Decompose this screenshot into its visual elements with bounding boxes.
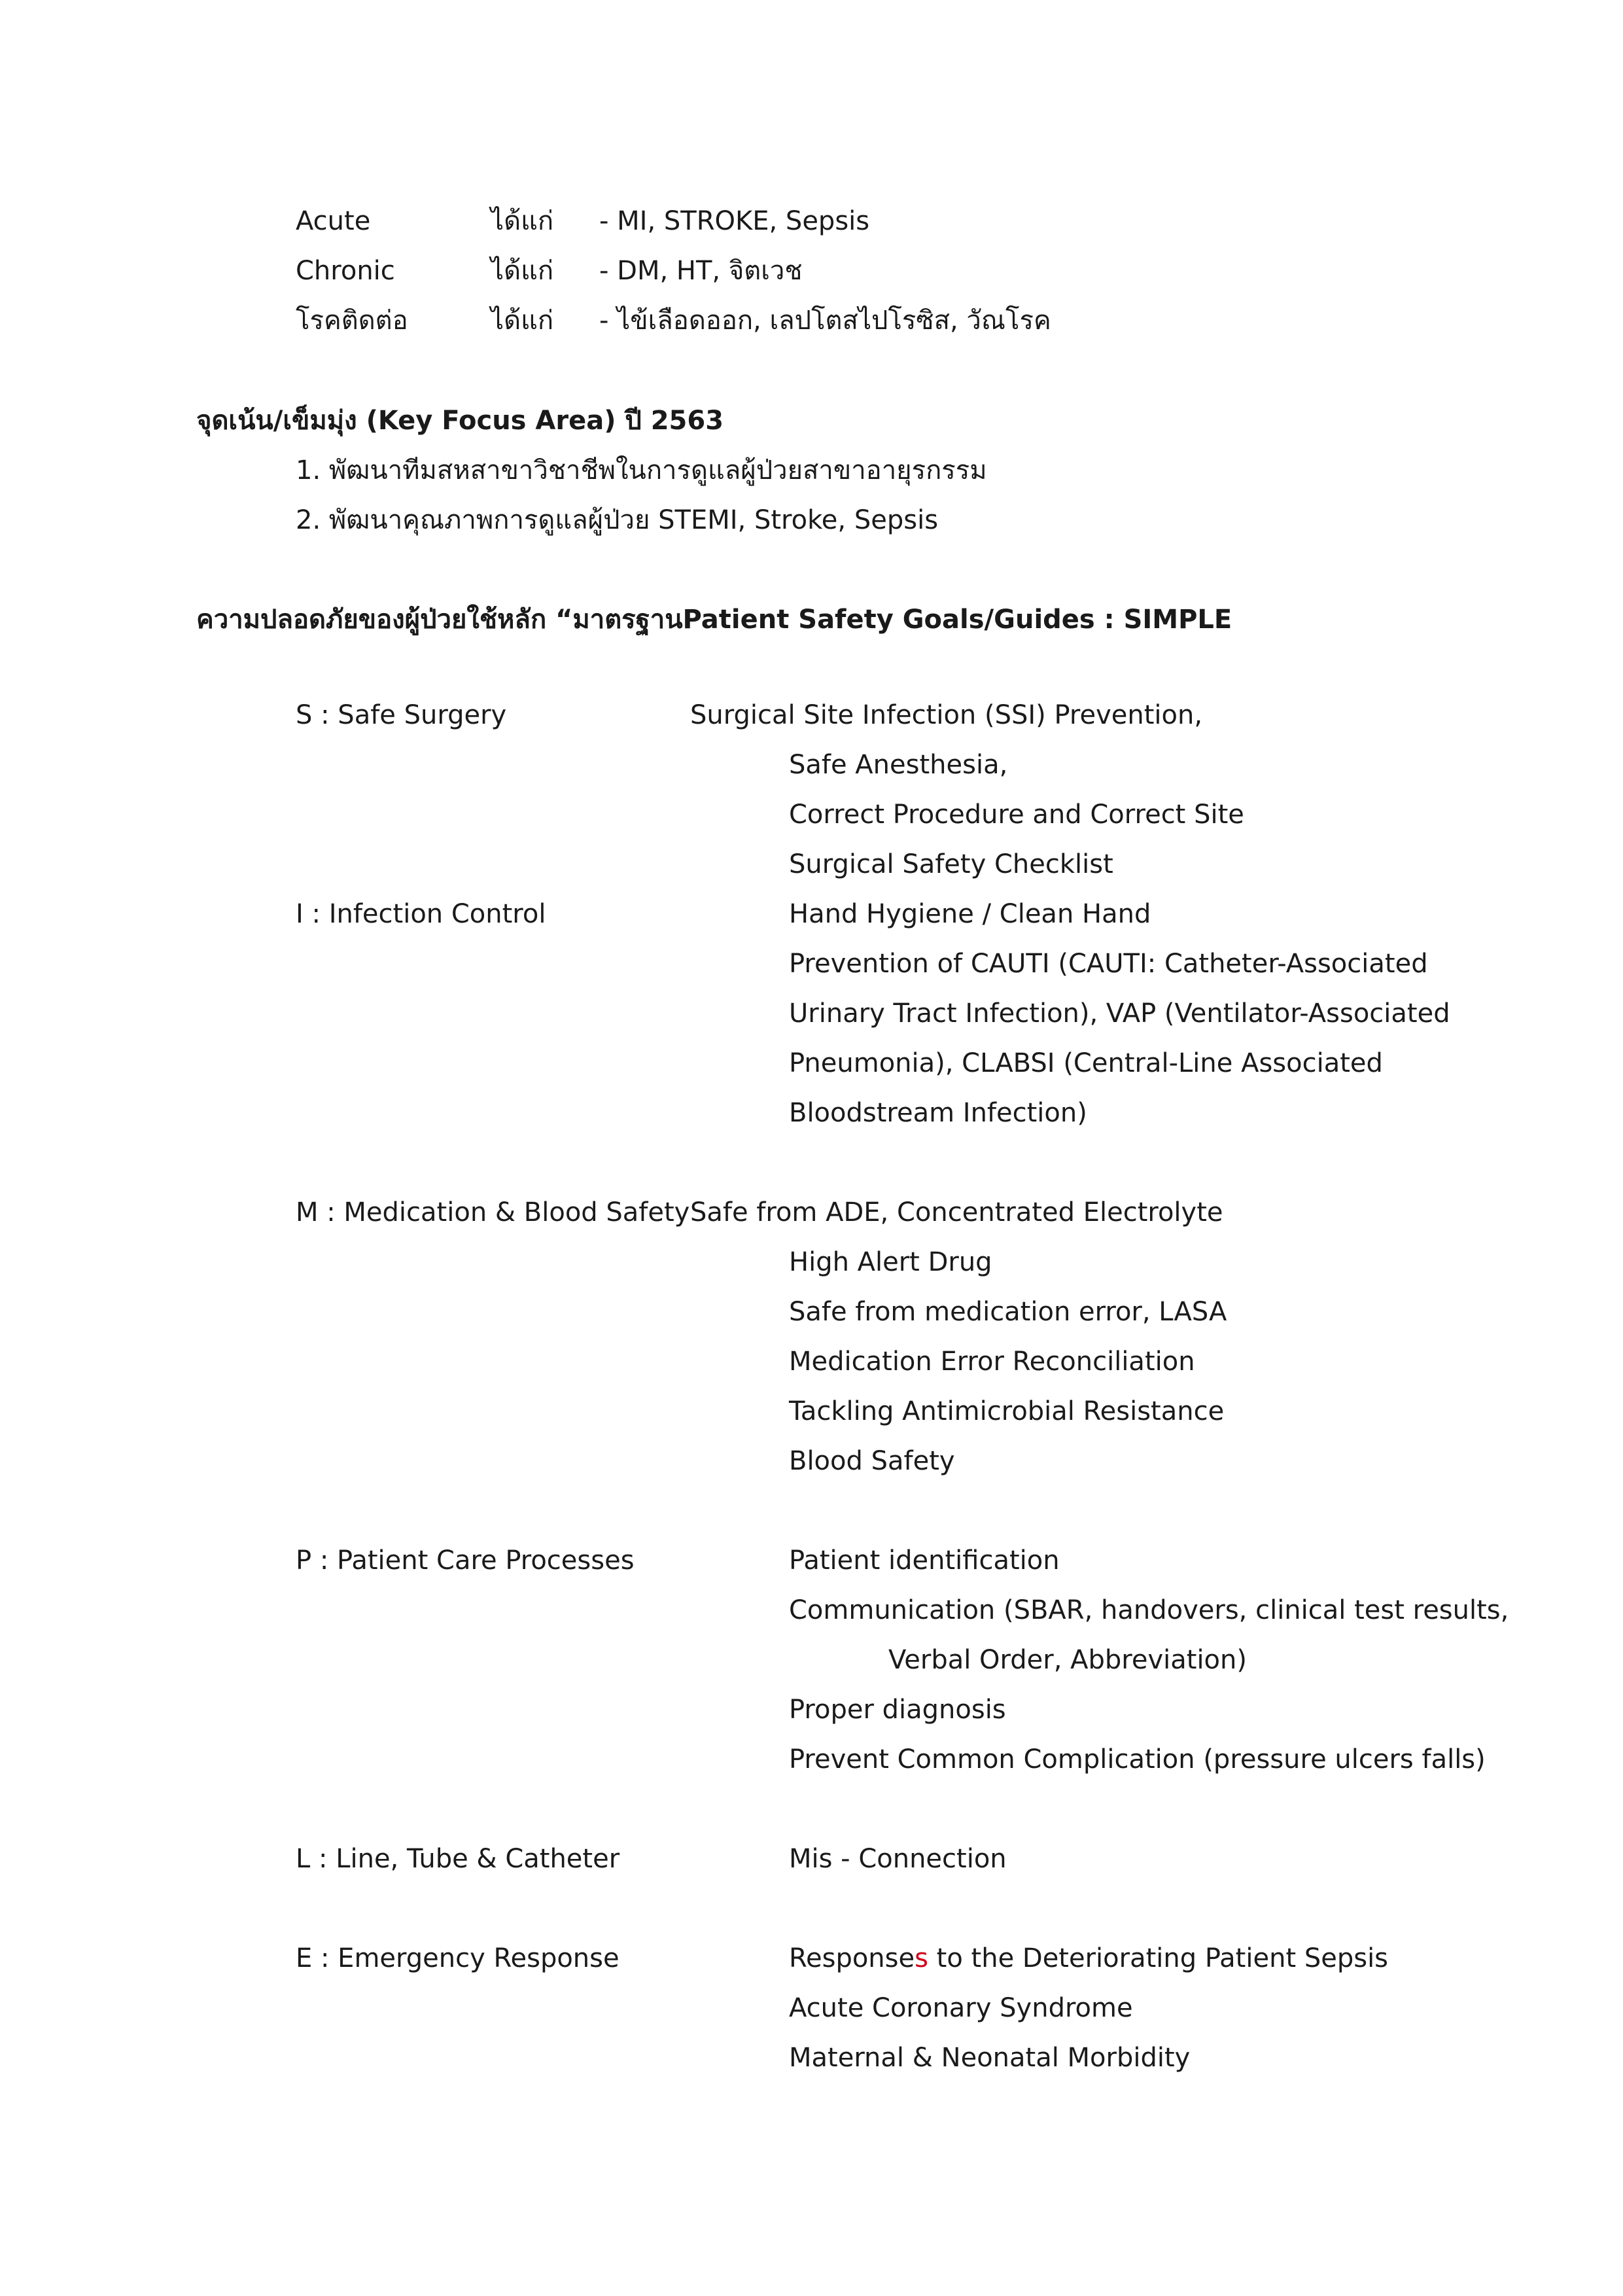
key-focus-heading: จุดเน้น/เข็มมุ่ง (Key Focus Area) ปี 2563 bbox=[196, 406, 724, 436]
safety-item: Safe from medication error, LASA bbox=[789, 1297, 1227, 1327]
safety-item: Surgical Safety Checklist bbox=[789, 849, 1113, 879]
safety-label-e: E : Emergency Response bbox=[296, 1943, 620, 1973]
disease-name: Acute bbox=[296, 206, 371, 236]
disease-name: Chronic bbox=[296, 256, 395, 286]
safety-item: Tackling Antimicrobial Resistance bbox=[789, 1396, 1225, 1426]
safety-label-m: M : Medication & Blood Safety bbox=[296, 1197, 690, 1227]
safety-item: Surgical Site Infection (SSI) Prevention, bbox=[690, 700, 1203, 730]
safety-item: Proper diagnosis bbox=[789, 1695, 1006, 1725]
safety-item: Prevention of CAUTI (CAUTI: Catheter-Associated bbox=[789, 949, 1428, 979]
disease-verb: ได้แก่ bbox=[491, 306, 554, 336]
disease-name: โรคติดต่อ bbox=[296, 306, 408, 336]
safety-item: Communication (SBAR, handovers, clinical test results, bbox=[789, 1595, 1509, 1625]
safety-item-part: Response bbox=[789, 1943, 915, 1973]
safety-item: Safe from ADE, Concentrated Electrolyte bbox=[690, 1197, 1223, 1227]
disease-items: - ไข้เลือดออก, เลปโตสไปโรซิส, วัณโรค bbox=[599, 306, 1051, 336]
safety-item: Medication Error Reconciliation bbox=[789, 1347, 1195, 1377]
safety-item: Prevent Common Complication (pressure ulcers falls) bbox=[789, 1744, 1486, 1775]
highlighted-letter: s bbox=[915, 1943, 928, 1973]
safety-item-part: to the Deteriorating Patient Sepsis bbox=[928, 1943, 1389, 1973]
safety-item: High Alert Drug bbox=[789, 1247, 992, 1277]
safety-item: Acute Coronary Syndrome bbox=[789, 1993, 1133, 2023]
disease-items: - MI, STROKE, Sepsis bbox=[599, 206, 870, 236]
safety-label-l: L : Line, Tube & Catheter bbox=[296, 1844, 620, 1874]
safety-item: Maternal & Neonatal Morbidity bbox=[789, 2043, 1191, 2073]
safety-item: Safe Anesthesia, bbox=[789, 750, 1008, 780]
safety-item: Hand Hygiene / Clean Hand bbox=[789, 899, 1151, 929]
safety-item: Mis - Connection bbox=[789, 1844, 1007, 1874]
safety-heading: ความปลอดภัยของผู้ป่วยใช้หลัก “มาตรฐานPatient Safety Goals/Guides : SIMPLE bbox=[196, 605, 1232, 635]
disease-verb: ได้แก่ bbox=[491, 206, 554, 236]
safety-item: Urinary Tract Infection), VAP (Ventilator-Associated bbox=[789, 998, 1450, 1029]
safety-item-responses bbox=[789, 1942, 1388, 1975]
safety-item: Verbal Order, Abbreviation) bbox=[888, 1645, 1247, 1675]
safety-item: Bloodstream Infection) bbox=[789, 1098, 1087, 1128]
key-focus-item: 1. พัฒนาทีมสหสาขาวิชาชีพในการดูแลผู้ป่วยสาขาอายุรกรรม bbox=[296, 455, 987, 486]
safety-label-i: I : Infection Control bbox=[296, 899, 546, 929]
disease-items: - DM, HT, จิตเวช bbox=[599, 256, 803, 286]
safety-item: Pneumonia), CLABSI (Central-Line Associated bbox=[789, 1048, 1383, 1078]
safety-label-p: P : Patient Care Processes bbox=[296, 1545, 635, 1576]
disease-verb: ได้แก่ bbox=[491, 256, 554, 286]
safety-label-s: S : Safe Surgery bbox=[296, 700, 507, 730]
safety-item: Patient identification bbox=[789, 1545, 1060, 1576]
safety-item: Blood Safety bbox=[789, 1446, 955, 1476]
safety-item: Correct Procedure and Correct Site bbox=[789, 800, 1244, 830]
key-focus-item: 2. พัฒนาคุณภาพการดูแลผู้ป่วย STEMI, Stroke, Sepsis bbox=[296, 505, 939, 535]
